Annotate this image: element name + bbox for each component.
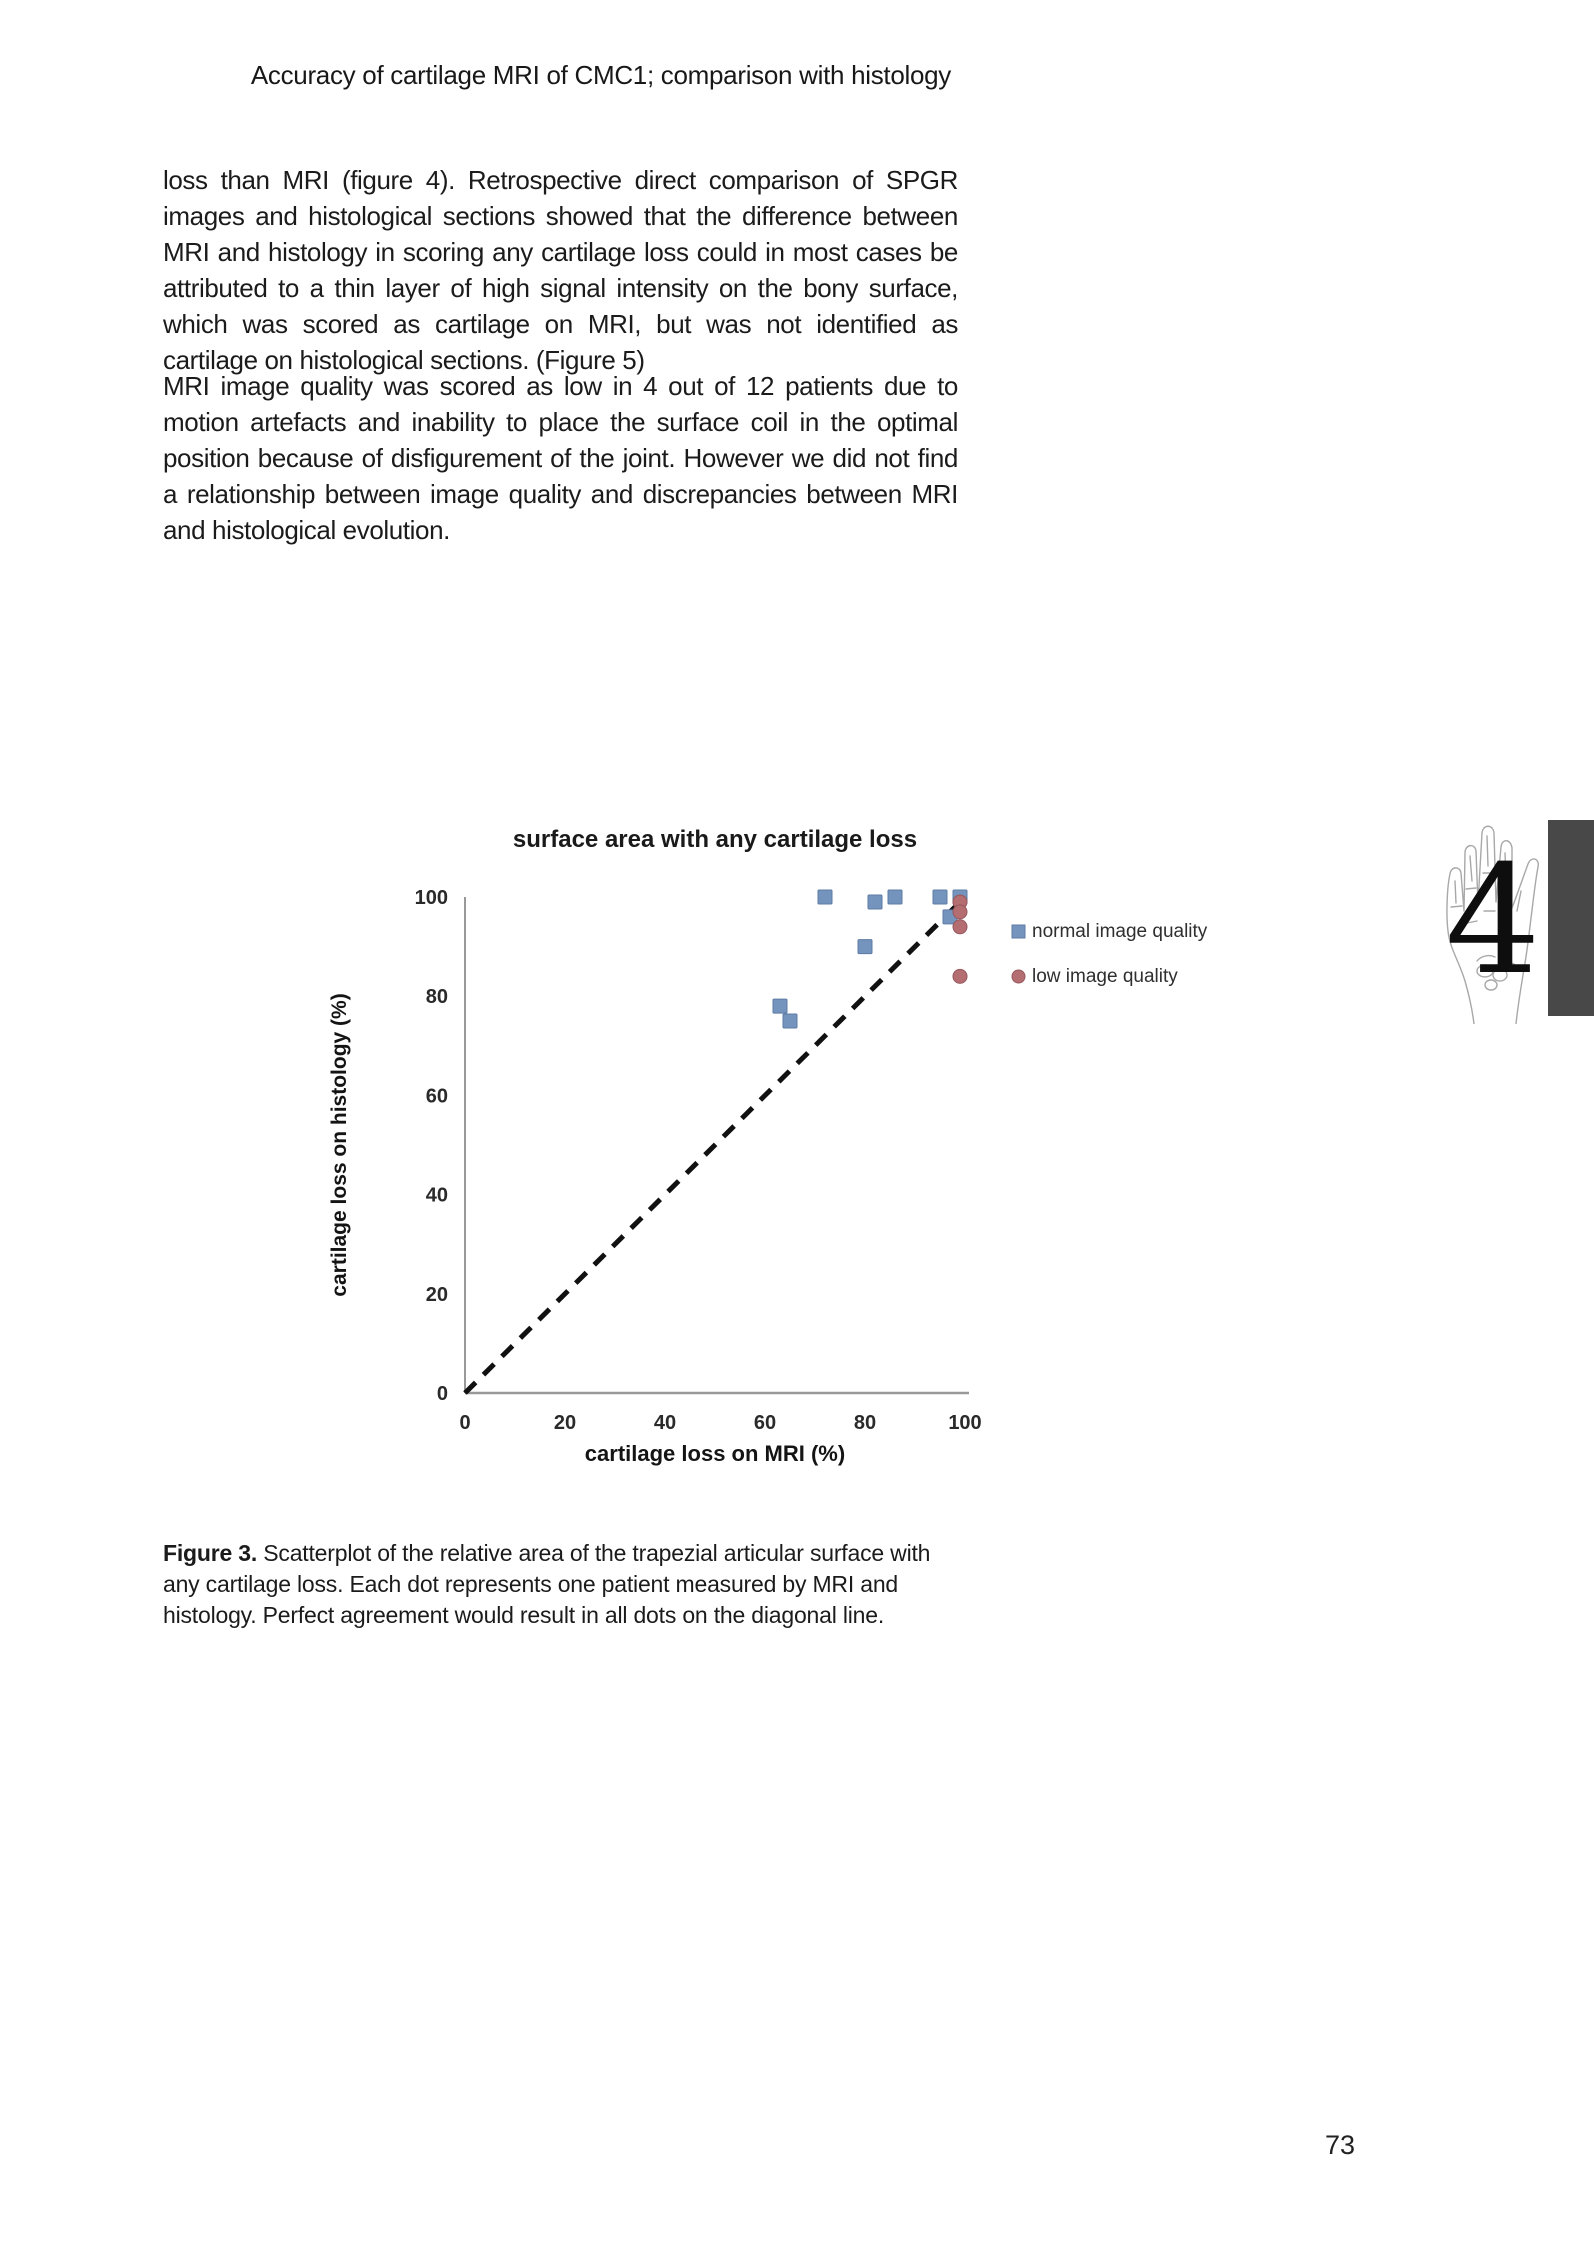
page-number: 73 bbox=[1324, 2130, 1356, 2160]
x-axis-title: cartilage loss on MRI (%) bbox=[584, 1441, 846, 1466]
running-header: Accuracy of cartilage MRI of CMC1; comparison with histology bbox=[250, 60, 951, 90]
legend-label: low image quality bbox=[1032, 966, 1178, 987]
data-point-normal bbox=[888, 890, 902, 904]
data-point-low bbox=[953, 969, 967, 983]
chart-title: surface area with any cartilage loss bbox=[512, 826, 918, 853]
figure-caption bbox=[163, 1538, 963, 1631]
scatter-chart bbox=[320, 815, 1300, 1480]
y-tick-label: 60 bbox=[425, 1085, 448, 1108]
y-axis-title: cartilage loss on histology (%) bbox=[328, 993, 351, 1297]
x-tick-label: 20 bbox=[553, 1412, 577, 1434]
data-point-normal bbox=[773, 999, 787, 1013]
legend-swatch-square bbox=[1012, 925, 1025, 938]
y-tick-label: 0 bbox=[436, 1383, 448, 1405]
legend-label: normal image quality bbox=[1032, 921, 1208, 942]
y-tick-label: 100 bbox=[414, 887, 448, 909]
body-paragraph-1: loss than MRI (figure 4). Retrospective direct comparison of SPGR images and histological sections showed that the difference between MRI and histology in scoring any cartilage loss could in most cases be attributed to a thin layer of high signal intensity on the bony surface, which was scored as cartilage on MRI, but was not identified as cartilage on histological sections. (Figure 5) bbox=[163, 165, 958, 375]
figure-caption-text: Scatterplot of the relative area of the trapezial articular surface with any cartilage loss. Each dot represents one patient measured by MRI and histology. Perfect agreement would result in all dots on the diagonal line. bbox=[163, 1540, 931, 1628]
chapter-tab bbox=[1548, 820, 1594, 1016]
data-point-normal bbox=[868, 895, 882, 909]
data-point-low bbox=[953, 920, 967, 934]
x-tick-label: 80 bbox=[853, 1412, 877, 1434]
figure-caption-label: Figure 3. bbox=[163, 1540, 258, 1566]
data-point-normal bbox=[858, 940, 872, 954]
data-point-normal bbox=[783, 1014, 797, 1028]
y-tick-label: 20 bbox=[425, 1283, 448, 1306]
x-tick-label: 0 bbox=[459, 1412, 471, 1434]
chapter-number: 4 bbox=[1445, 834, 1541, 1008]
y-tick-label: 80 bbox=[425, 986, 448, 1009]
x-tick-label: 40 bbox=[653, 1412, 677, 1434]
x-tick-label: 60 bbox=[753, 1412, 777, 1434]
data-point-low bbox=[953, 905, 967, 919]
x-tick-label: 100 bbox=[948, 1412, 982, 1434]
y-tick-label: 40 bbox=[425, 1184, 448, 1207]
data-point-normal bbox=[933, 890, 947, 904]
data-point-normal bbox=[818, 890, 832, 904]
diagonal-reference-line bbox=[465, 897, 965, 1393]
legend-swatch-circle bbox=[1012, 970, 1025, 983]
body-paragraph-2: MRI image quality was scored as low in 4 out of 12 patients due to motion artefacts and inability to place the surface coil in the optimal position because of disfigurement of the joint. However we did not find a relationship between image quality and discrepancies between MRI and histological evolution. bbox=[163, 371, 958, 545]
